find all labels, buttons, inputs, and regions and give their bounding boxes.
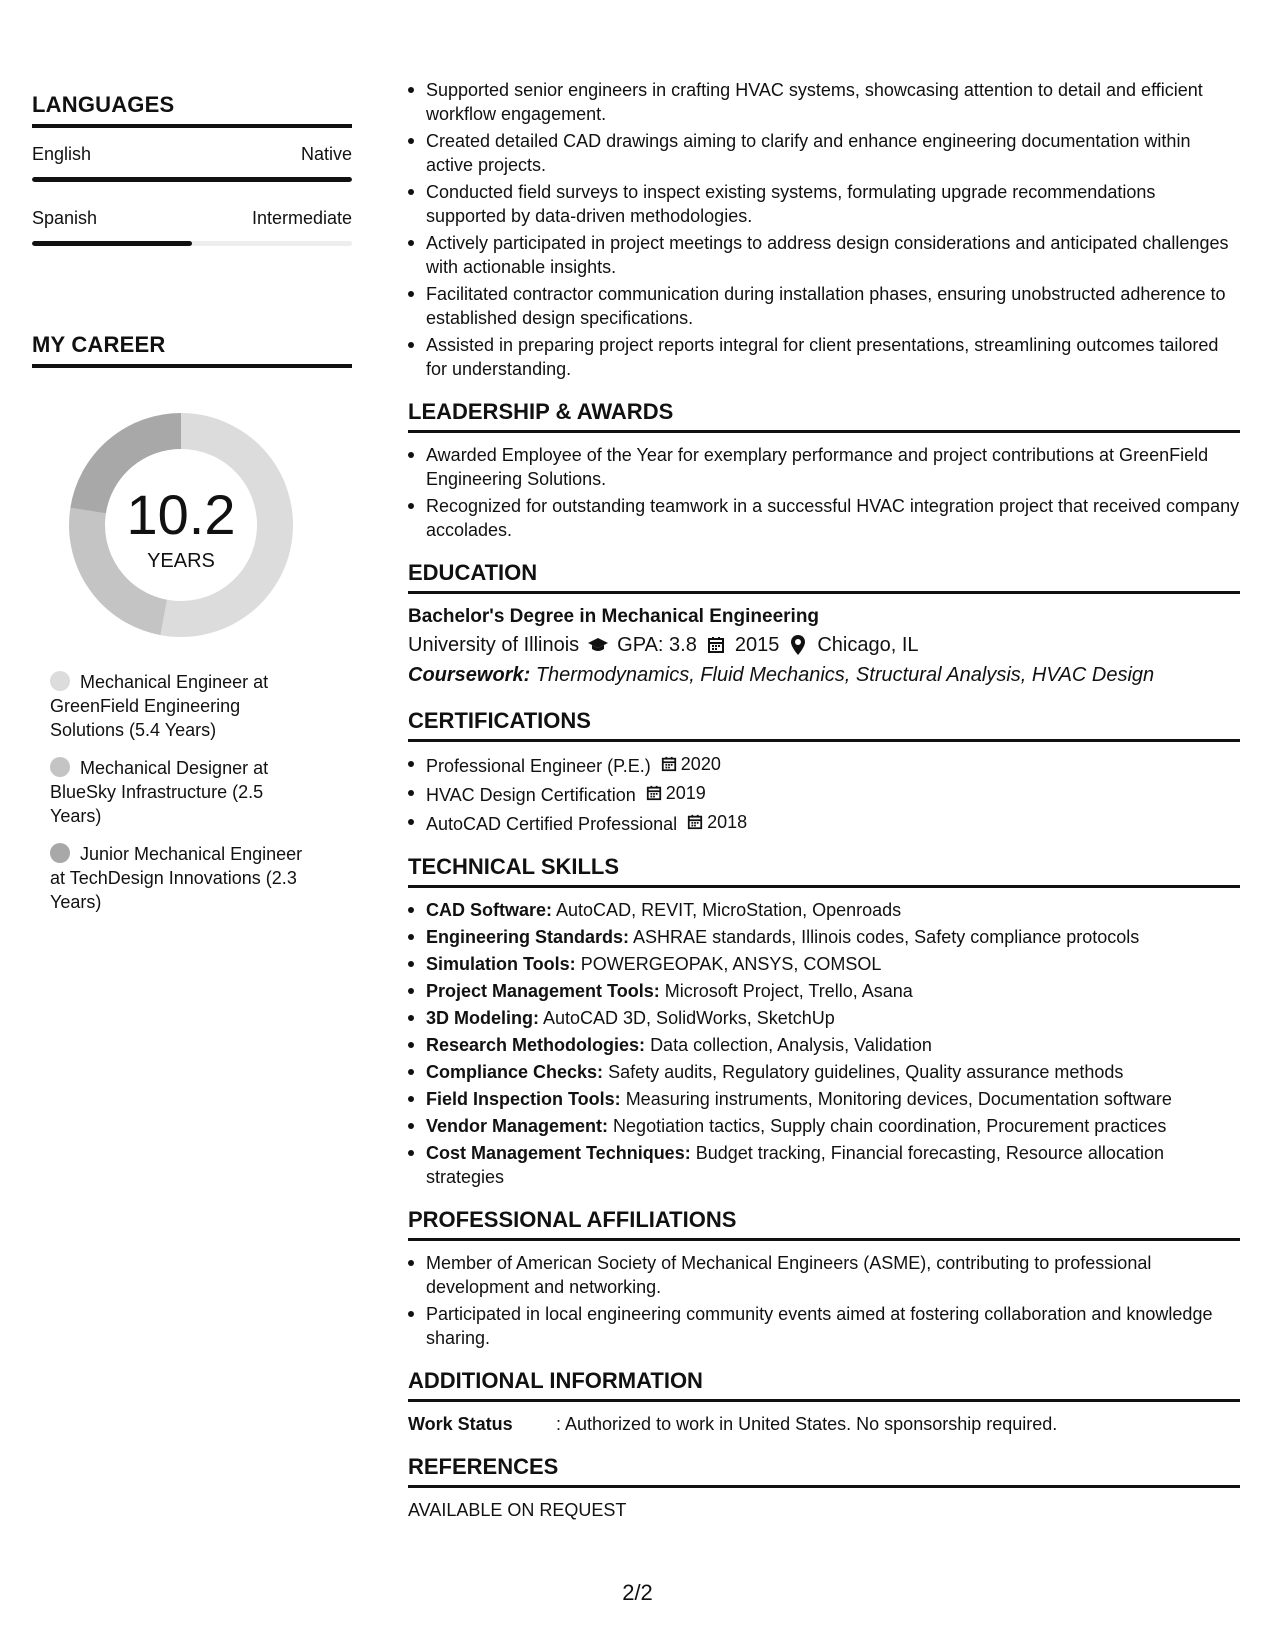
list-item [408, 898, 1240, 922]
career-section [32, 332, 352, 928]
language-name: Spanish [32, 208, 98, 228]
affiliations-section [408, 1207, 1240, 1350]
skill-category: Cost Management Techniques: [426, 1143, 691, 1163]
career-title: MY CAREER [32, 332, 352, 368]
list-item [408, 1006, 1240, 1030]
certification-year: 2019 [665, 783, 706, 803]
skill-category: Simulation Tools: [426, 954, 576, 974]
legend-dot-icon [50, 671, 70, 691]
career-years-unit: YEARS [147, 550, 215, 572]
skill-values: AutoCAD 3D, SolidWorks, SketchUp [543, 1008, 835, 1028]
list-item: Created detailed CAD drawings aiming to clarify and enhance engineering documentation within active projects. [408, 129, 1240, 177]
graduation-year: 2015 [734, 634, 780, 656]
career-legend-label: Mechanical Engineer at GreenField Engineering Solutions (5.4 Years) [50, 672, 269, 740]
skill-values: Measuring instruments, Monitoring devices, Documentation software [625, 1089, 1172, 1109]
list-item: Member of American Society of Mechanical Engineers (ASME), contributing to professional development and networking. [408, 1251, 1240, 1299]
skill-values: Data collection, Analysis, Validation [650, 1035, 932, 1055]
language-level-bar [32, 241, 352, 246]
references-section [408, 1454, 1240, 1522]
language-name: English [32, 144, 92, 164]
career-legend-item [50, 670, 312, 742]
list-item [408, 925, 1240, 949]
education-details [408, 630, 1240, 660]
skill-category: Research Methodologies: [426, 1035, 646, 1055]
location-pin-icon [787, 634, 809, 656]
legend-dot-icon [50, 757, 70, 777]
list-item [408, 1033, 1240, 1057]
section-title: EDUCATION [408, 560, 1240, 594]
skill-values: POWERGEOPAK, ANSYS, COMSOL [580, 954, 882, 974]
skill-values: AutoCAD, REVIT, MicroStation, Openroads [556, 900, 902, 920]
list-item: Participated in local engineering community events aimed at fostering collaboration and knowledge sharing. [408, 1302, 1240, 1350]
career-total-years: 10.2 [126, 483, 236, 546]
list-item: Supported senior engineers in crafting HVAC systems, showcasing attention to detail and efficient workflow engagement. [408, 78, 1240, 126]
calendar-icon [661, 756, 677, 772]
skill-category: CAD Software: [426, 900, 553, 920]
skill-category: Compliance Checks: [426, 1062, 604, 1082]
main-column [408, 78, 1240, 1522]
skill-values: Budget tracking, Financial forecasting, Resource allocation strategies [426, 1143, 1164, 1187]
career-legend [32, 670, 312, 914]
school-location: Chicago, IL [817, 634, 919, 656]
section-title: LEADERSHIP & AWARDS [408, 399, 1240, 433]
language-level-fill [32, 241, 192, 246]
skill-values: Safety audits, Regulatory guidelines, Quality assurance methods [608, 1062, 1124, 1082]
leadership-section [408, 399, 1240, 542]
work-status-label: Work Status [408, 1414, 513, 1434]
list-item [408, 810, 1240, 836]
certification-year: 2018 [707, 812, 748, 832]
certification-name: HVAC Design Certification [426, 785, 636, 805]
section-title: REFERENCES [408, 1454, 1240, 1488]
list-item [408, 752, 1240, 778]
list-item: Actively participated in project meetings to address design considerations and anticipated challenges with actionable insights. [408, 231, 1240, 279]
education-section [408, 560, 1240, 690]
language-item [32, 208, 352, 246]
list-item: Assisted in preparing project reports integral for client presentations, streamlining outcomes tailored for understanding. [408, 333, 1240, 381]
language-level: Intermediate [251, 208, 352, 228]
section-title: CERTIFICATIONS [408, 708, 1240, 742]
section-title: ADDITIONAL INFORMATION [408, 1368, 1240, 1402]
skills-section [408, 854, 1240, 1189]
list-item [408, 1060, 1240, 1084]
certification-name: Professional Engineer (P.E.) [426, 756, 651, 776]
list-item [408, 952, 1240, 976]
languages-title: LANGUAGES [32, 92, 352, 128]
list-item: Recognized for outstanding teamwork in a successful HVAC integration project that received company accolades. [408, 494, 1240, 542]
additional-info-section [408, 1368, 1240, 1436]
language-item [32, 144, 352, 182]
legend-dot-icon [50, 843, 70, 863]
calendar-icon [687, 814, 703, 830]
school-name: University of Illinois [408, 634, 580, 656]
calendar-icon [705, 634, 727, 656]
list-item: Facilitated contractor communication during installation phases, ensuring unobstructed adherence to established design specifications. [408, 282, 1240, 330]
skill-category: Project Management Tools: [426, 981, 660, 1001]
career-legend-label: Mechanical Designer at BlueSky Infrastructure (2.5 Years) [50, 758, 269, 826]
list-item [408, 979, 1240, 1003]
language-level-bar [32, 177, 352, 182]
references-text: AVAILABLE ON REQUEST [408, 1500, 627, 1520]
graduation-cap-icon [587, 634, 609, 656]
list-item: Awarded Employee of the Year for exemplary performance and project contributions at GreenField Engineering Solutions. [408, 443, 1240, 491]
skills-list [408, 898, 1240, 1189]
section-title: TECHNICAL SKILLS [408, 854, 1240, 888]
coursework-label: Coursework: [408, 664, 531, 686]
page-number: 2/2 [622, 1580, 653, 1605]
gpa: GPA: 3.8 [617, 634, 697, 656]
skill-values: Negotiation tactics, Supply chain coordination, Procurement practices [613, 1116, 1167, 1136]
list-item [408, 1087, 1240, 1111]
skill-category: 3D Modeling: [426, 1008, 539, 1028]
skill-category: Vendor Management: [426, 1116, 609, 1136]
degree-name: Bachelor's Degree in Mechanical Engineering [408, 606, 820, 627]
language-level: Native [300, 144, 352, 164]
career-legend-item [50, 756, 312, 828]
calendar-icon [646, 785, 662, 801]
section-title: PROFESSIONAL AFFILIATIONS [408, 1207, 1240, 1241]
experience-bullet-list [408, 78, 1240, 381]
skill-category: Engineering Standards: [426, 927, 630, 947]
list-item [408, 1114, 1240, 1138]
coursework-list: Thermodynamics, Fluid Mechanics, Structural Analysis, HVAC Design [535, 664, 1155, 686]
skill-category: Field Inspection Tools: [426, 1089, 621, 1109]
career-legend-label: Junior Mechanical Engineer at TechDesign Innovations (2.3 Years) [50, 844, 303, 912]
coursework [408, 660, 1240, 690]
career-legend-item [50, 842, 312, 914]
languages-section [32, 92, 352, 246]
certifications-section [408, 708, 1240, 836]
career-donut-chart [66, 410, 296, 640]
skill-values: Microsoft Project, Trello, Asana [664, 981, 913, 1001]
certification-year: 2020 [680, 754, 721, 774]
work-status-value: : Authorized to work in United States. No sponsorship required. [556, 1414, 1058, 1434]
skill-values: ASHRAE standards, Illinois codes, Safety compliance protocols [633, 927, 1140, 947]
language-level-fill [32, 177, 352, 182]
list-item [408, 1141, 1240, 1189]
list-item [408, 781, 1240, 807]
certification-name: AutoCAD Certified Professional [426, 814, 678, 834]
list-item: Conducted field surveys to inspect existing systems, formulating upgrade recommendations supported by data-driven methodologies. [408, 180, 1240, 228]
